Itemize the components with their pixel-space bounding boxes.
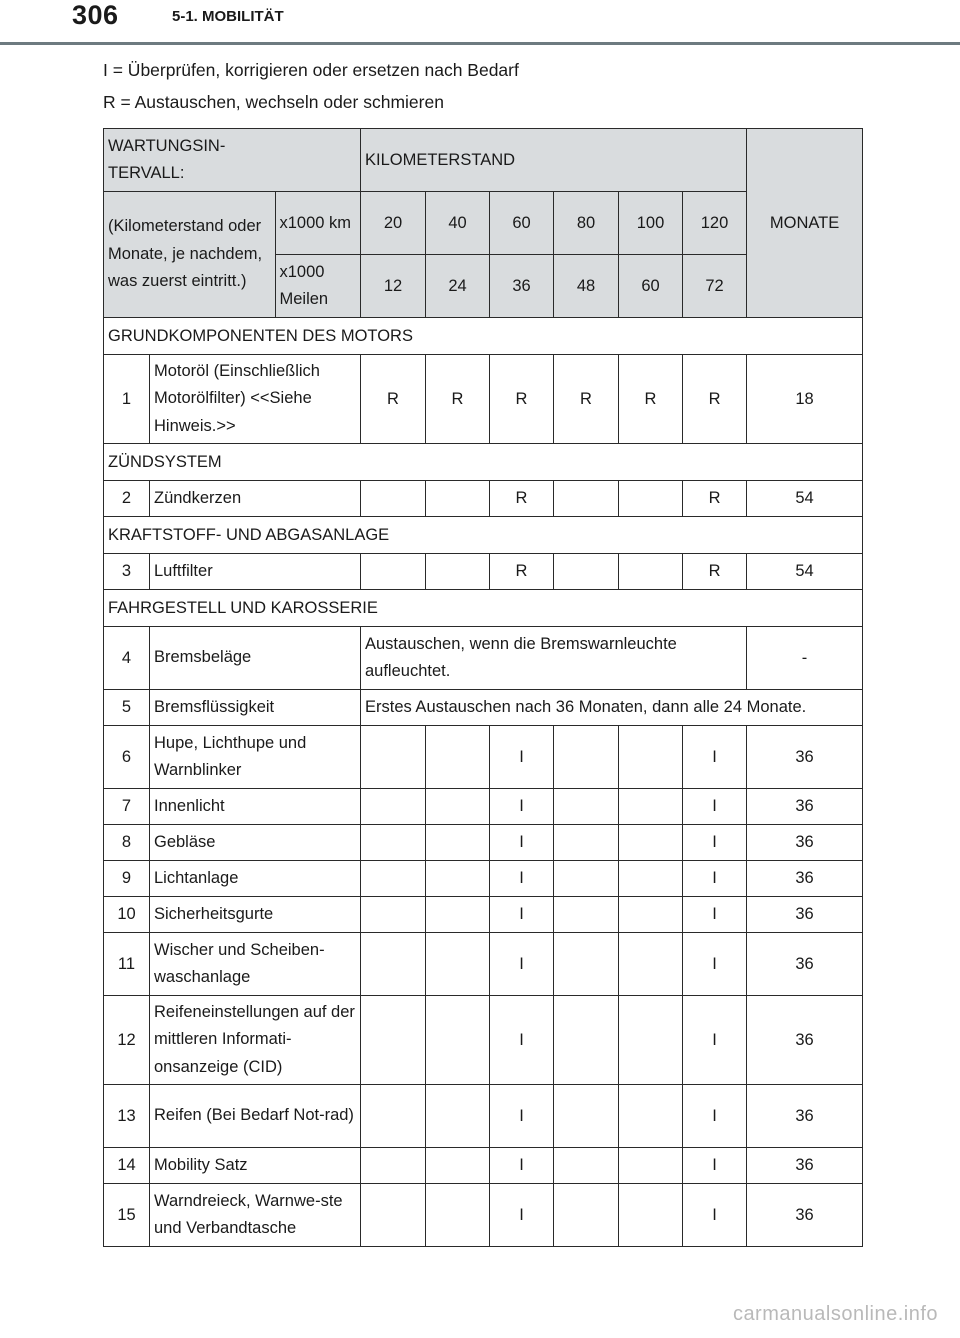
table-row: [104, 1148, 863, 1184]
item-number: 10: [104, 897, 150, 933]
schedule-cell: [426, 1085, 490, 1148]
item-name: Bremsflüssigkeit: [150, 690, 361, 726]
mile-value: 72: [683, 255, 747, 318]
mile-value: 36: [490, 255, 554, 318]
item-months: 36: [747, 933, 863, 996]
item-months: 18: [747, 355, 863, 444]
item-number: 1: [104, 355, 150, 444]
section-title: 5-1. MOBILITÄT: [172, 8, 284, 25]
schedule-cell: [426, 554, 490, 590]
item-name: Bremsbeläge: [150, 627, 361, 690]
section-heading: GRUNDKOMPONENTEN DES MOTORS: [104, 318, 863, 355]
schedule-cell: I: [490, 789, 554, 825]
item-name: Lichtanlage: [150, 861, 361, 897]
item-name: Reifen (Bei Bedarf Not-rad): [150, 1085, 361, 1148]
mile-value: 24: [426, 255, 490, 318]
schedule-cell: [554, 1148, 619, 1184]
schedule-cell: I: [683, 897, 747, 933]
schedule-cell: I: [683, 789, 747, 825]
legend-replace: R = Austauschen, wechseln oder schmieren: [103, 92, 444, 112]
schedule-cell: [361, 825, 426, 861]
schedule-cell: R: [490, 554, 554, 590]
table-row: [104, 789, 863, 825]
section-heading: FAHRGESTELL UND KAROSSERIE: [104, 590, 863, 627]
schedule-cell: [554, 726, 619, 789]
item-name: Warndreieck, Warnwe-ste und Verbandtasche: [150, 1184, 361, 1247]
item-name: Motoröl (Einschließlich Motorölfilter) <<Siehe Hinweis.>>: [150, 355, 361, 444]
item-name: Sicherheitsgurte: [150, 897, 361, 933]
schedule-cell: [554, 933, 619, 996]
item-name: Reifeneinstellungen auf der mittleren Informati-onsanzeige (CID): [150, 996, 361, 1085]
schedule-cell: [619, 825, 683, 861]
schedule-cell: I: [490, 825, 554, 861]
item-number: 13: [104, 1085, 150, 1148]
item-months: 36: [747, 996, 863, 1085]
schedule-cell: [554, 554, 619, 590]
section-heading: ZÜNDSYSTEM: [104, 444, 863, 481]
item-number: 5: [104, 690, 150, 726]
item-months: 54: [747, 554, 863, 590]
table-row: [104, 627, 863, 690]
schedule-cell: R: [426, 355, 490, 444]
schedule-cell: R: [361, 355, 426, 444]
item-number: 7: [104, 789, 150, 825]
km-header: KILOMETERSTAND: [365, 150, 516, 169]
watermark: carmanualsonline.info: [732, 1303, 938, 1325]
schedule-cell: [426, 1148, 490, 1184]
schedule-cell: [361, 726, 426, 789]
table-row: [104, 825, 863, 861]
schedule-cell: [619, 861, 683, 897]
km-value: 80: [554, 192, 619, 255]
schedule-cell: I: [490, 861, 554, 897]
item-months: 36: [747, 726, 863, 789]
table-row: [104, 897, 863, 933]
table-row: [104, 996, 863, 1085]
mile-value: 12: [361, 255, 426, 318]
item-months: 36: [747, 1085, 863, 1148]
item-months: 36: [747, 861, 863, 897]
table-row: [104, 1184, 863, 1247]
item-name: Gebläse: [150, 825, 361, 861]
km-value: 100: [619, 192, 683, 255]
schedule-cell: I: [683, 1184, 747, 1247]
legend-inspect: I = Überprüfen, korrigieren oder ersetzen nach Bedarf: [103, 60, 519, 80]
item-number: 8: [104, 825, 150, 861]
header-split-table: [104, 192, 360, 317]
schedule-cell: R: [683, 355, 747, 444]
schedule-cell: [619, 933, 683, 996]
item-name: Mobility Satz: [150, 1148, 361, 1184]
table-row: [104, 933, 863, 996]
km-value: 120: [683, 192, 747, 255]
schedule-cell: [554, 1184, 619, 1247]
item-months: 36: [747, 825, 863, 861]
schedule-cell: [554, 789, 619, 825]
schedule-cell: I: [490, 1184, 554, 1247]
schedule-cell: I: [683, 1148, 747, 1184]
item-name: Innenlicht: [150, 789, 361, 825]
schedule-cell: I: [683, 996, 747, 1085]
page-number: 306: [72, 0, 119, 30]
interval-label: WARTUNGSIN-TERVALL:: [108, 137, 226, 182]
section-heading: KRAFTSTOFF- UND ABGASANLAGE: [104, 517, 863, 554]
interval-note-cell: [104, 192, 361, 318]
schedule-cell: I: [490, 726, 554, 789]
schedule-cell: [361, 933, 426, 996]
table-row: [104, 481, 863, 517]
schedule-cell: [619, 897, 683, 933]
item-number: 14: [104, 1148, 150, 1184]
schedule-cell: [554, 996, 619, 1085]
schedule-cell: [554, 861, 619, 897]
schedule-cell: [426, 726, 490, 789]
mile-value: 48: [554, 255, 619, 318]
months-header: MONATE: [747, 129, 863, 318]
item-name: Hupe, Lichthupe und Warnblinker: [150, 726, 361, 789]
km-unit: x1000 km: [275, 192, 360, 255]
schedule-cell: I: [490, 933, 554, 996]
schedule-cell: I: [490, 1085, 554, 1148]
interval-note: (Kilometerstand oder Monate, je nachdem, was zuerst eintritt.): [104, 192, 275, 317]
maintenance-table-body: [103, 128, 863, 1247]
item-months: 36: [747, 897, 863, 933]
schedule-cell: R: [490, 481, 554, 517]
table-row: [104, 861, 863, 897]
km-value: 60: [490, 192, 554, 255]
miles-unit: x1000 Meilen: [279, 263, 329, 308]
item-number: 15: [104, 1184, 150, 1247]
item-number: 12: [104, 996, 150, 1085]
schedule-cell: I: [490, 1148, 554, 1184]
schedule-cell: [554, 897, 619, 933]
item-note: Erstes Austauschen nach 36 Monaten, dann alle 24 Monate.: [361, 690, 863, 726]
km-value: 40: [426, 192, 490, 255]
mile-value: 60: [619, 255, 683, 318]
schedule-cell: I: [683, 933, 747, 996]
schedule-cell: [361, 789, 426, 825]
item-months: 54: [747, 481, 863, 517]
schedule-cell: [426, 996, 490, 1085]
schedule-cell: I: [490, 897, 554, 933]
schedule-cell: [554, 1085, 619, 1148]
table-row: [104, 554, 863, 590]
schedule-cell: R: [619, 355, 683, 444]
schedule-cell: [361, 897, 426, 933]
schedule-cell: [361, 1085, 426, 1148]
item-number: 9: [104, 861, 150, 897]
schedule-cell: [619, 481, 683, 517]
schedule-cell: [426, 861, 490, 897]
schedule-cell: [619, 996, 683, 1085]
schedule-cell: [426, 825, 490, 861]
header-divider: [0, 42, 960, 45]
schedule-cell: [426, 481, 490, 517]
schedule-cell: [361, 1184, 426, 1247]
item-note: Austauschen, wenn die Bremswarnleuchte aufleuchtet.: [361, 627, 747, 690]
schedule-cell: [426, 789, 490, 825]
table-row: [104, 1085, 863, 1148]
schedule-cell: [361, 996, 426, 1085]
table-row: [104, 355, 863, 444]
item-number: 6: [104, 726, 150, 789]
item-number: 4: [104, 627, 150, 690]
interval-label-cell: [104, 129, 361, 192]
table-row: [104, 726, 863, 789]
km-value: 20: [361, 192, 426, 255]
schedule-cell: I: [683, 861, 747, 897]
schedule-cell: [361, 1148, 426, 1184]
item-name: Luftfilter: [150, 554, 361, 590]
schedule-cell: [426, 1184, 490, 1247]
item-months: 36: [747, 1148, 863, 1184]
schedule-cell: [554, 481, 619, 517]
schedule-cell: [426, 897, 490, 933]
schedule-cell: [361, 481, 426, 517]
item-name: Zündkerzen: [150, 481, 361, 517]
item-months: -: [747, 627, 863, 690]
schedule-cell: R: [554, 355, 619, 444]
item-name: Wischer und Scheiben-waschanlage: [150, 933, 361, 996]
schedule-cell: R: [683, 554, 747, 590]
schedule-cell: I: [683, 1085, 747, 1148]
schedule-cell: [619, 789, 683, 825]
km-header-cell: [361, 129, 747, 192]
schedule-cell: [426, 933, 490, 996]
schedule-cell: I: [683, 825, 747, 861]
item-number: 11: [104, 933, 150, 996]
schedule-cell: R: [490, 355, 554, 444]
schedule-cell: [619, 726, 683, 789]
item-months: 36: [747, 789, 863, 825]
schedule-cell: [619, 554, 683, 590]
schedule-cell: I: [683, 726, 747, 789]
schedule-cell: [619, 1148, 683, 1184]
schedule-cell: [619, 1085, 683, 1148]
item-months: 36: [747, 1184, 863, 1247]
schedule-cell: [361, 861, 426, 897]
schedule-cell: I: [490, 996, 554, 1085]
schedule-cell: R: [683, 481, 747, 517]
item-number: 2: [104, 481, 150, 517]
item-number: 3: [104, 554, 150, 590]
schedule-cell: [361, 554, 426, 590]
schedule-cell: [554, 825, 619, 861]
table-row: [104, 690, 863, 726]
schedule-cell: [619, 1184, 683, 1247]
